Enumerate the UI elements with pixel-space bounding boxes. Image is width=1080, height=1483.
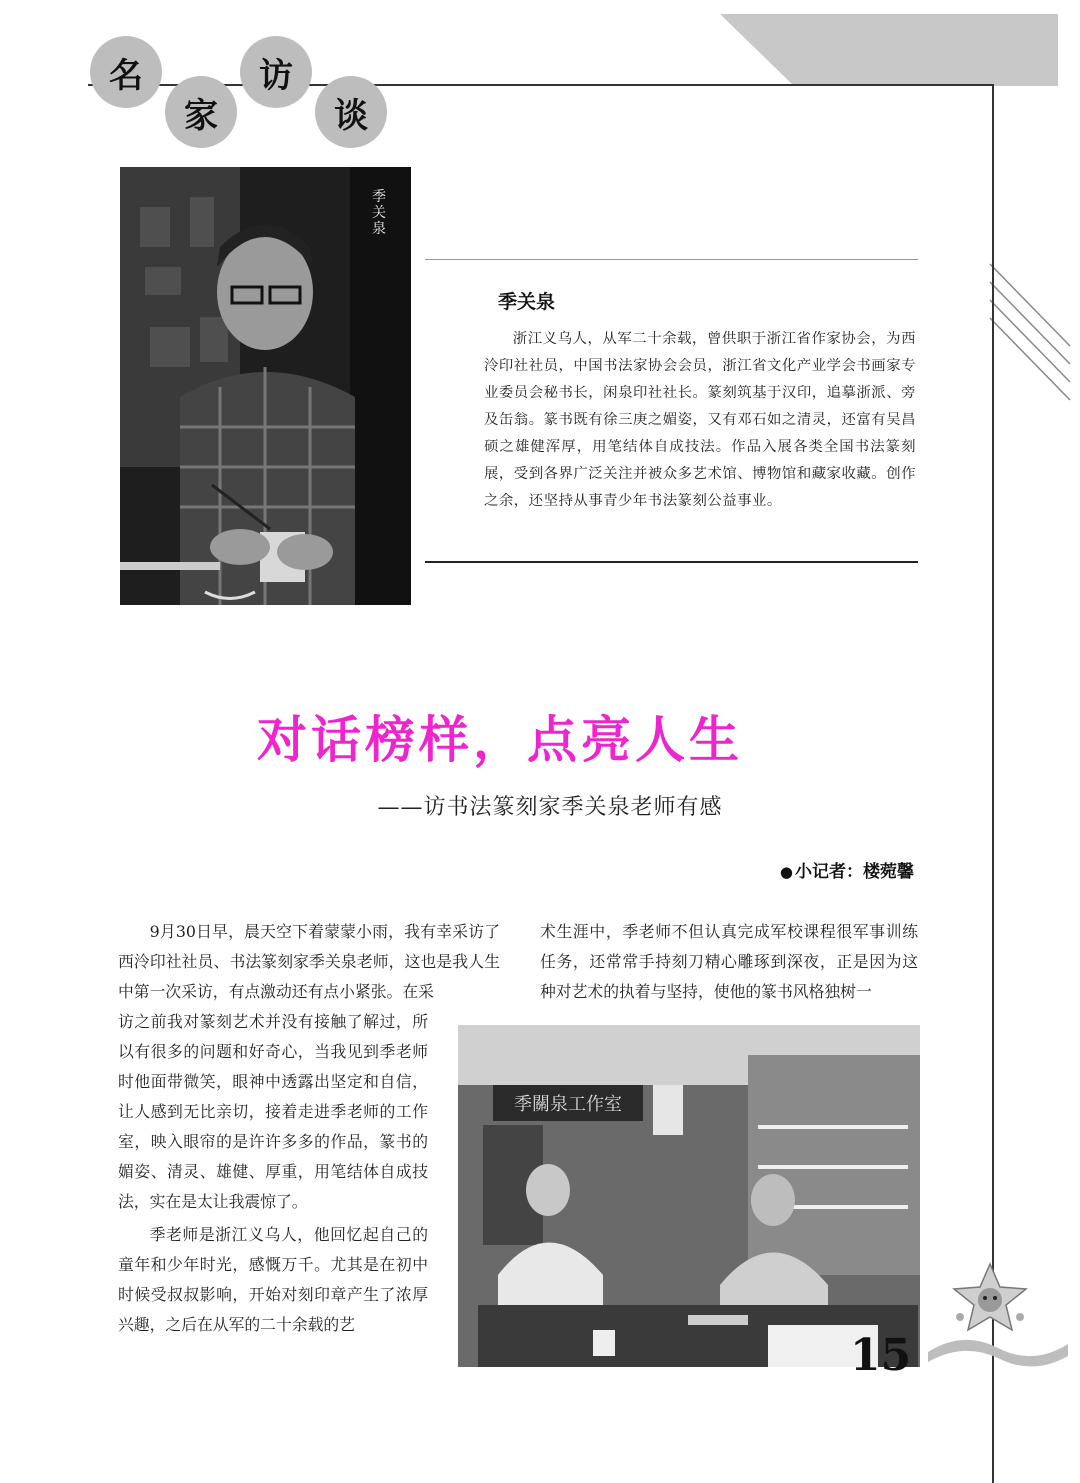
- page-number: 15: [850, 1330, 912, 1381]
- article-subhead: ——访书法篆刻家季关泉老师有感: [377, 795, 723, 820]
- article-headline: 对话榜样，点亮人生: [257, 710, 743, 769]
- article-byline: [780, 857, 914, 882]
- column-title-char: 谈: [334, 95, 368, 136]
- portrait-caption: 季关泉: [372, 189, 386, 237]
- column-title-char: 家: [184, 95, 218, 136]
- interview-illustration: [458, 1025, 920, 1367]
- portrait-photo: [120, 167, 411, 605]
- column-title-badge: [240, 36, 312, 108]
- column-title-badge: [315, 76, 387, 148]
- star-mascot-icon: [950, 1262, 1030, 1332]
- interview-photo: [458, 1025, 920, 1367]
- article-paragraph: 季老师是浙江义乌人，他回忆起自己的童年和少年时光，感慨万千。尤其是在初中时候受叔叔影响，开始对刻印章产生了浓厚兴趣，之后在从军的二十余载的艺: [118, 1225, 428, 1334]
- article-left-column: [118, 1007, 428, 1340]
- byline-text: 小记者：楼菀馨: [795, 862, 914, 882]
- bio-top-rule: [425, 259, 918, 260]
- bio-name: 季关泉: [498, 291, 556, 313]
- column-title-char: 名: [109, 55, 143, 96]
- studio-sign-text: 季關泉工作室: [514, 1094, 622, 1115]
- column-title-badge: [90, 36, 162, 108]
- portrait-illustration: [120, 167, 411, 605]
- bio-text: 浙江义乌人，从军二十余载，曾供职于浙江省作家协会，为西泠印社社员，中国书法家协会会员，浙江省文化产业学会书画家专业委员会秘书长，闲泉印社社长。篆刻筑基于汉印，追摹浙派、旁及缶翁。篆书既有徐三庚之媚姿，又有邓石如之清灵，还富有吴昌硕之雄健浑厚，用笔结体自成技法。作品入展各类全国书法篆刻展，受到各界广泛关注并被众多艺术馆、博物馆和藏家收藏。创作之余，还坚持从事青少年书法篆刻公益事业。: [484, 331, 916, 509]
- wave-decoration: [928, 1330, 1068, 1370]
- article-paragraph: 9月30日早，晨天空下着蒙蒙小雨，我有幸采访了西泠印社社员、书法篆刻家季关泉老师，这也是我人生中第一次采访，有点激动还有点小紧张。在采: [118, 922, 500, 1001]
- column-title-badge: [165, 76, 237, 148]
- byline-bullet: ●: [779, 863, 793, 881]
- bio-bottom-rule: [425, 561, 918, 563]
- article-paragraph: 术生涯中，季老师不但认真完成军校课程很军事训练任务，还常常手持刻刀精心雕琢到深夜，正是因为这种对艺术的执着与坚持，使他的篆书风格独树一: [540, 922, 918, 1001]
- column-title-char: 访: [259, 55, 293, 96]
- article-paragraph: 访之前我对篆刻艺术并没有接触了解过，所以有很多的问题和好奇心，当我见到季老师时他面带微笑，眼神中透露出坚定和自信，让人感到无比亲切，接着走进季老师的工作室，映入眼帘的是许许多多的作品，篆书的媚姿、清灵、雄健、厚重，用笔结体自成技法，实在是太让我震惊了。: [118, 1012, 428, 1211]
